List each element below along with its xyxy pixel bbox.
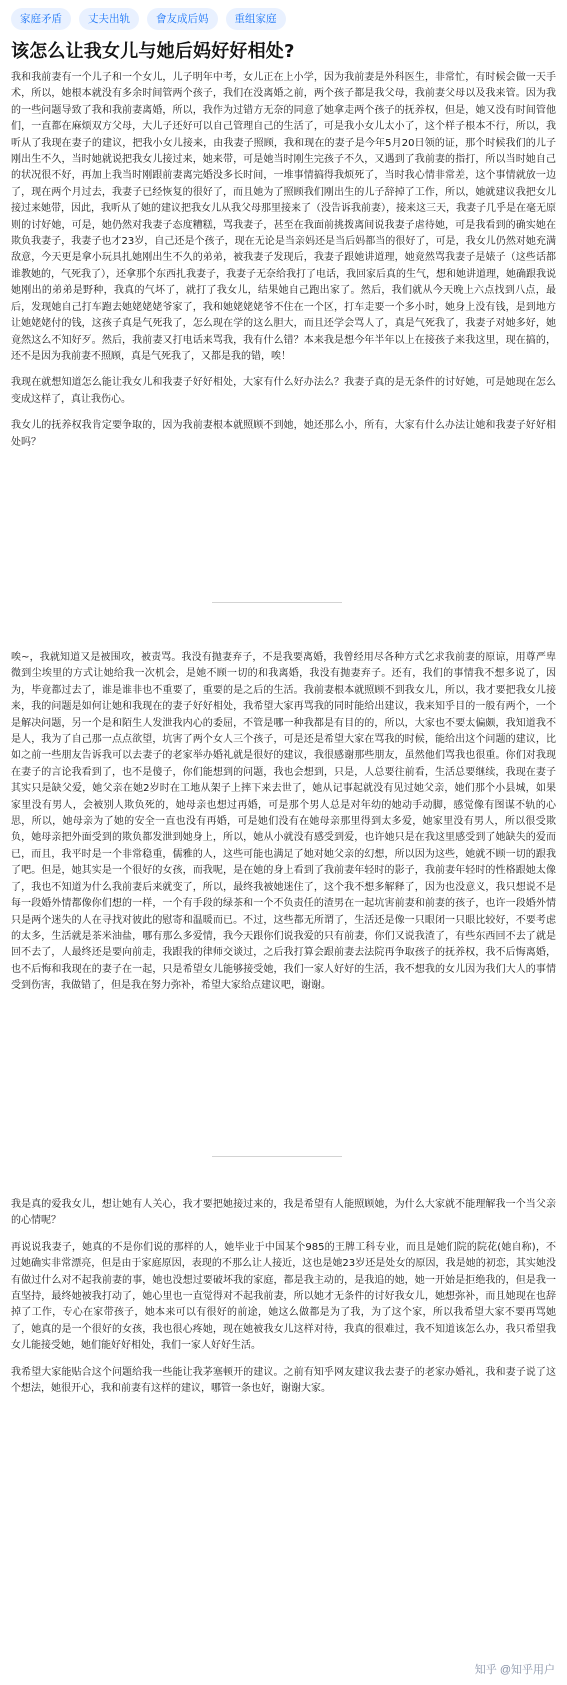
supplement-paragraph: 我是真的爱我女儿，想让她有人关心，我才要把她接过来的，我是希望有人能照顾她，为什么大家就不能理解我一个当父亲的心情呢？ [11,1199,556,1227]
question-body [11,70,556,451]
supplement-paragraph: 我希望大家能贴合这个问题给我一些能让我茅塞顿开的建议。之前有知乎网友建议我去妻子的老家办婚礼，我和妻子说了这个想法，她很开心，我和前妻有这样的建议，哪管一条也好，谢谢大家。 [11,1366,556,1395]
section-divider [212,1156,342,1157]
topic-tag-husband-affair[interactable]: 丈夫出轨 [79,8,139,30]
topic-tag-stepmother[interactable]: 會友成后妈 [147,8,218,30]
question-title: 该怎么让我女儿与她后妈好好相处? [11,41,295,62]
topic-tags [11,8,556,30]
question-paragraph: 我现在就想知道怎么能让我女儿和我妻子好好相处，大家有什么好办法么？我妻子真的是无条件的讨好她，可是她现在怎么变成这样了，真让我伤心。 [11,377,556,405]
supplement-section-2 [11,1197,556,1407]
supplement-paragraph: 再说说我妻子，她真的不是你们说的那样的人，她毕业于中国某个985的王牌工科专业，而且是她们院的院花(她自称)，不过她确实非常漂亮，但是由于家庭原因，表现的不那么让人接近，这也是她23岁还是处女的原因，我是她的初恋，其实她没有做过什么对不起我前妻的事，她也没想过要破坏我的家庭，都是我主动的，是我追的她，她一开始是拒绝我的，但是我一直坚持，最终她被我打动了，她心里也一直觉得对不起我前妻，所以她才无条件的讨好我女儿，她想弥补，而且她现在也辞掉了工作，专心在家带孩子，她本来可以有很好的前途，她这么做都是为了我，为了这个家，所以我希望大家不要再骂她了，她真的是一个很好的女孩，我也很心疼她，现在她被我女儿这样对待，我真的很难过，我不知道该怎么办，我只希望我女儿能接受她，她们能好好相处，我们一家人好好生活。 [11,1241,556,1352]
topic-tag-blended-family[interactable]: 重组家庭 [226,8,286,30]
supplement-paragraph: 唉~，我就知道又是被围攻，被责骂。我没有抛妻弃子，不是我要离婚，我曾经用尽各种方式乞求我前妻的原谅，用尊严卑微到尘埃里的方式让她给我一次机会，是她不顾一切的和我离婚，我没有抛妻弃子。还有，我们的事情我不想多说了，因为，毕竟都过去了，谁是谁非也不重要了，重要的是之后的生活。我前妻根本就照顾不到我女儿，所以，我才要把我女儿接来，我的问题是如何让她和我现在的妻子好好相处，我希望大家再骂我的同时能给出建议，我来知乎目的一般有两个，一个是解决问题，另一个是和陌生人发泄我内心的委屈，不管是哪一种我都是有目的的，所以，大家也不要太偏颇，我知道我不是人，我为了自己那一点点欲望，坑害了两个女人三个孩子，可是还是希望大家在骂我的时候，能给出这个问题的建议，比如之前一些朋友告诉我可以去妻子的老家举办婚礼就是很好的建议，我很感谢那些朋友，虽然他们骂我也很重。你们对我现在妻子的言论我看到了，也不是傻子，你们能想到的问题，我也会想到，只是，人总要往前看，生活总要继续，我现在妻子其实只是缺父爱，她父亲在她2岁时在工地从架子上摔下来去世了，她从记事起就没有见过她父亲，她们那个小县城，如果家里没有男人，会被别人欺负死的，她母亲也想过再婚，可是那个男人总是对年幼的她动手动脚，感觉像有图谋不轨的心思，所以，她母亲为了她的安全一直也没有再婚，可是她们没有在她母亲那里得到太多爱，她家里没有男人，所以很受欺负，她母亲把外面受到的欺负都发泄到她身上，所以，她从小就没有感受到爱，也许她只是在我这里感受到了她缺失的爱而已，而且，我平时是一个非常稳重，儒雅的人，这些可能也满足了她对她父亲的幻想，所以因为这些，她就不顾一切的跟我了吧。但是，她其实是一个很好的女孩，而我呢，是在她的身上看到了我前妻年轻时的影子，我前妻年轻时的性格跟她太像了，我也不知道为什么我前妻后来就变了，所以，最终我被她迷住了，这个我不想多解释了，因为也没意义，我只想说不是每一段婚外情都像你们想的一样，一个有手段的绿茶和一个不负责任的渣男在一起坑害前妻和前妻的孩子，也许一段婚外情只是两个迷失的人在寻找对彼此的慰寄和温暖而已。不过，这些都无所谓了，生活还是像一只眼闭一只眼比较好，不要考虑的太多，生活就是茶米油盐，哪有那么多爱情，我今天跟你们说我爱的只有前妻，你们又说我渣了，有些东西回不去了就是回不去了，人最终还是要向前走，我跟我的律师交谈过，之后我打算会跟前妻去法院再争取孩子的抚养权，我不后悔离婚，也不后悔和我现在的妻子在一起，只是希望女儿能够接受她，我们一家人好好的生活，我不想我的女儿因为我们大人的事情受到伤害，我做错了，但是我在努力弥补，希望大家给点建议吧，谢谢。 [11,652,556,992]
topic-tag-family-conflict[interactable]: 家庭矛盾 [11,8,71,30]
section-divider [212,602,342,603]
zhihu-watermark: 知乎 @知乎用户 [474,1664,555,1676]
question-paragraph: 我和我前妻有一个儿子和一个女儿，儿子明年中考，女儿正在上小学，因为我前妻是外科医生，非常忙，有时候会做一天手术，所以，她根本就没有多余时间管两个孩子，我们在没离婚之前，两个孩子都是我父母，我前妻父母以及我来管。因为我的一些问题导致了我和我前妻离婚，所以，我作为过错方无奈的同意了她拿走两个孩子的抚养权，但是，她又没有时间管他们，一直都在麻烦双方父母，大儿子还好可以自己管理自己的生活了，可是我小女儿太小了，这个样子根本不行，所以，我听从了我现在妻子的建议，把我小女儿接来，由我妻子照顾，我和现在的妻子是今年5月20日领的证，那个时候我们的儿子刚出生不久，当时她就说把我女儿接过来，她来带，可是她当时刚生完孩子不久，又遇到了我前妻的指打，所以当时她自己的状况很不好，再加上我当时刚跟前妻离完婚没多长时间，一堆事情搞得我烦死了，当时我心情非常差，这个事情就放一边了，现在两个月过去，我妻子已经恢复的很好了，而且她为了照顾我们刚出生的儿子辞掉了工作，所以，她就建议我把女儿接过来她带，因此，我听从了她的建议把我女儿从我父母那里接来了（没告诉我前妻），接来这三天，我妻子几乎是在毫无原则的讨好她，可是，她仍然对我妻子态度糟糕，骂我妻子，甚至在我面前挑拨离间说我妻子虐待她，可是我看到的确实她在欺负我妻子，我妻子也才23岁，自己还是个孩子，现在无论是当亲妈还是当后妈都当的很好了，可是，我女儿仍然对她充满敌意，今天更是拿小玩具扎她刚出生不久的弟弟，被我妻子发现后，我妻子跟她讲道理，她竟然骂我妻子是婊子（这些话都谁教她的，气死我了），还拿那个东西扎我妻子，我妻子无奈给我打了电话，我回家后真的生气，想和她讲道理，她确跟我说她刚出的弟弟是野种，我真的气坏了，就打了我女儿，结果她自己跑出家了。然后，我们就从今天晚上六点找到八点，最后，发现她自己打车跑去她姥姥姥爷家了，我和她姥姥姥爷不住在一个区，打车走要一个多小时，她身上没有钱，是到地方让她姥姥付的钱，这孩子真是气死我了，怎么现在学的这么胆大，而且还学会骂人了，真是气死我了，我妻子对她多好，她竟然这么不知好歹。然后，我前妻又打电话来骂我，我有什么错？本来我是想今年半年以上在接孩子来我这里，现在搞的，还不是因为我前妻不照顾，真是气死我了，又都是我的错，唉！ [11,72,556,362]
question-paragraph: 我女儿的抚养权我肯定要争取的，因为我前妻根本就照顾不到她，她还那么小，所有，大家有什么办法让她和我妻子好好相处吗？ [11,420,556,448]
supplement-section-1 [11,650,556,1005]
